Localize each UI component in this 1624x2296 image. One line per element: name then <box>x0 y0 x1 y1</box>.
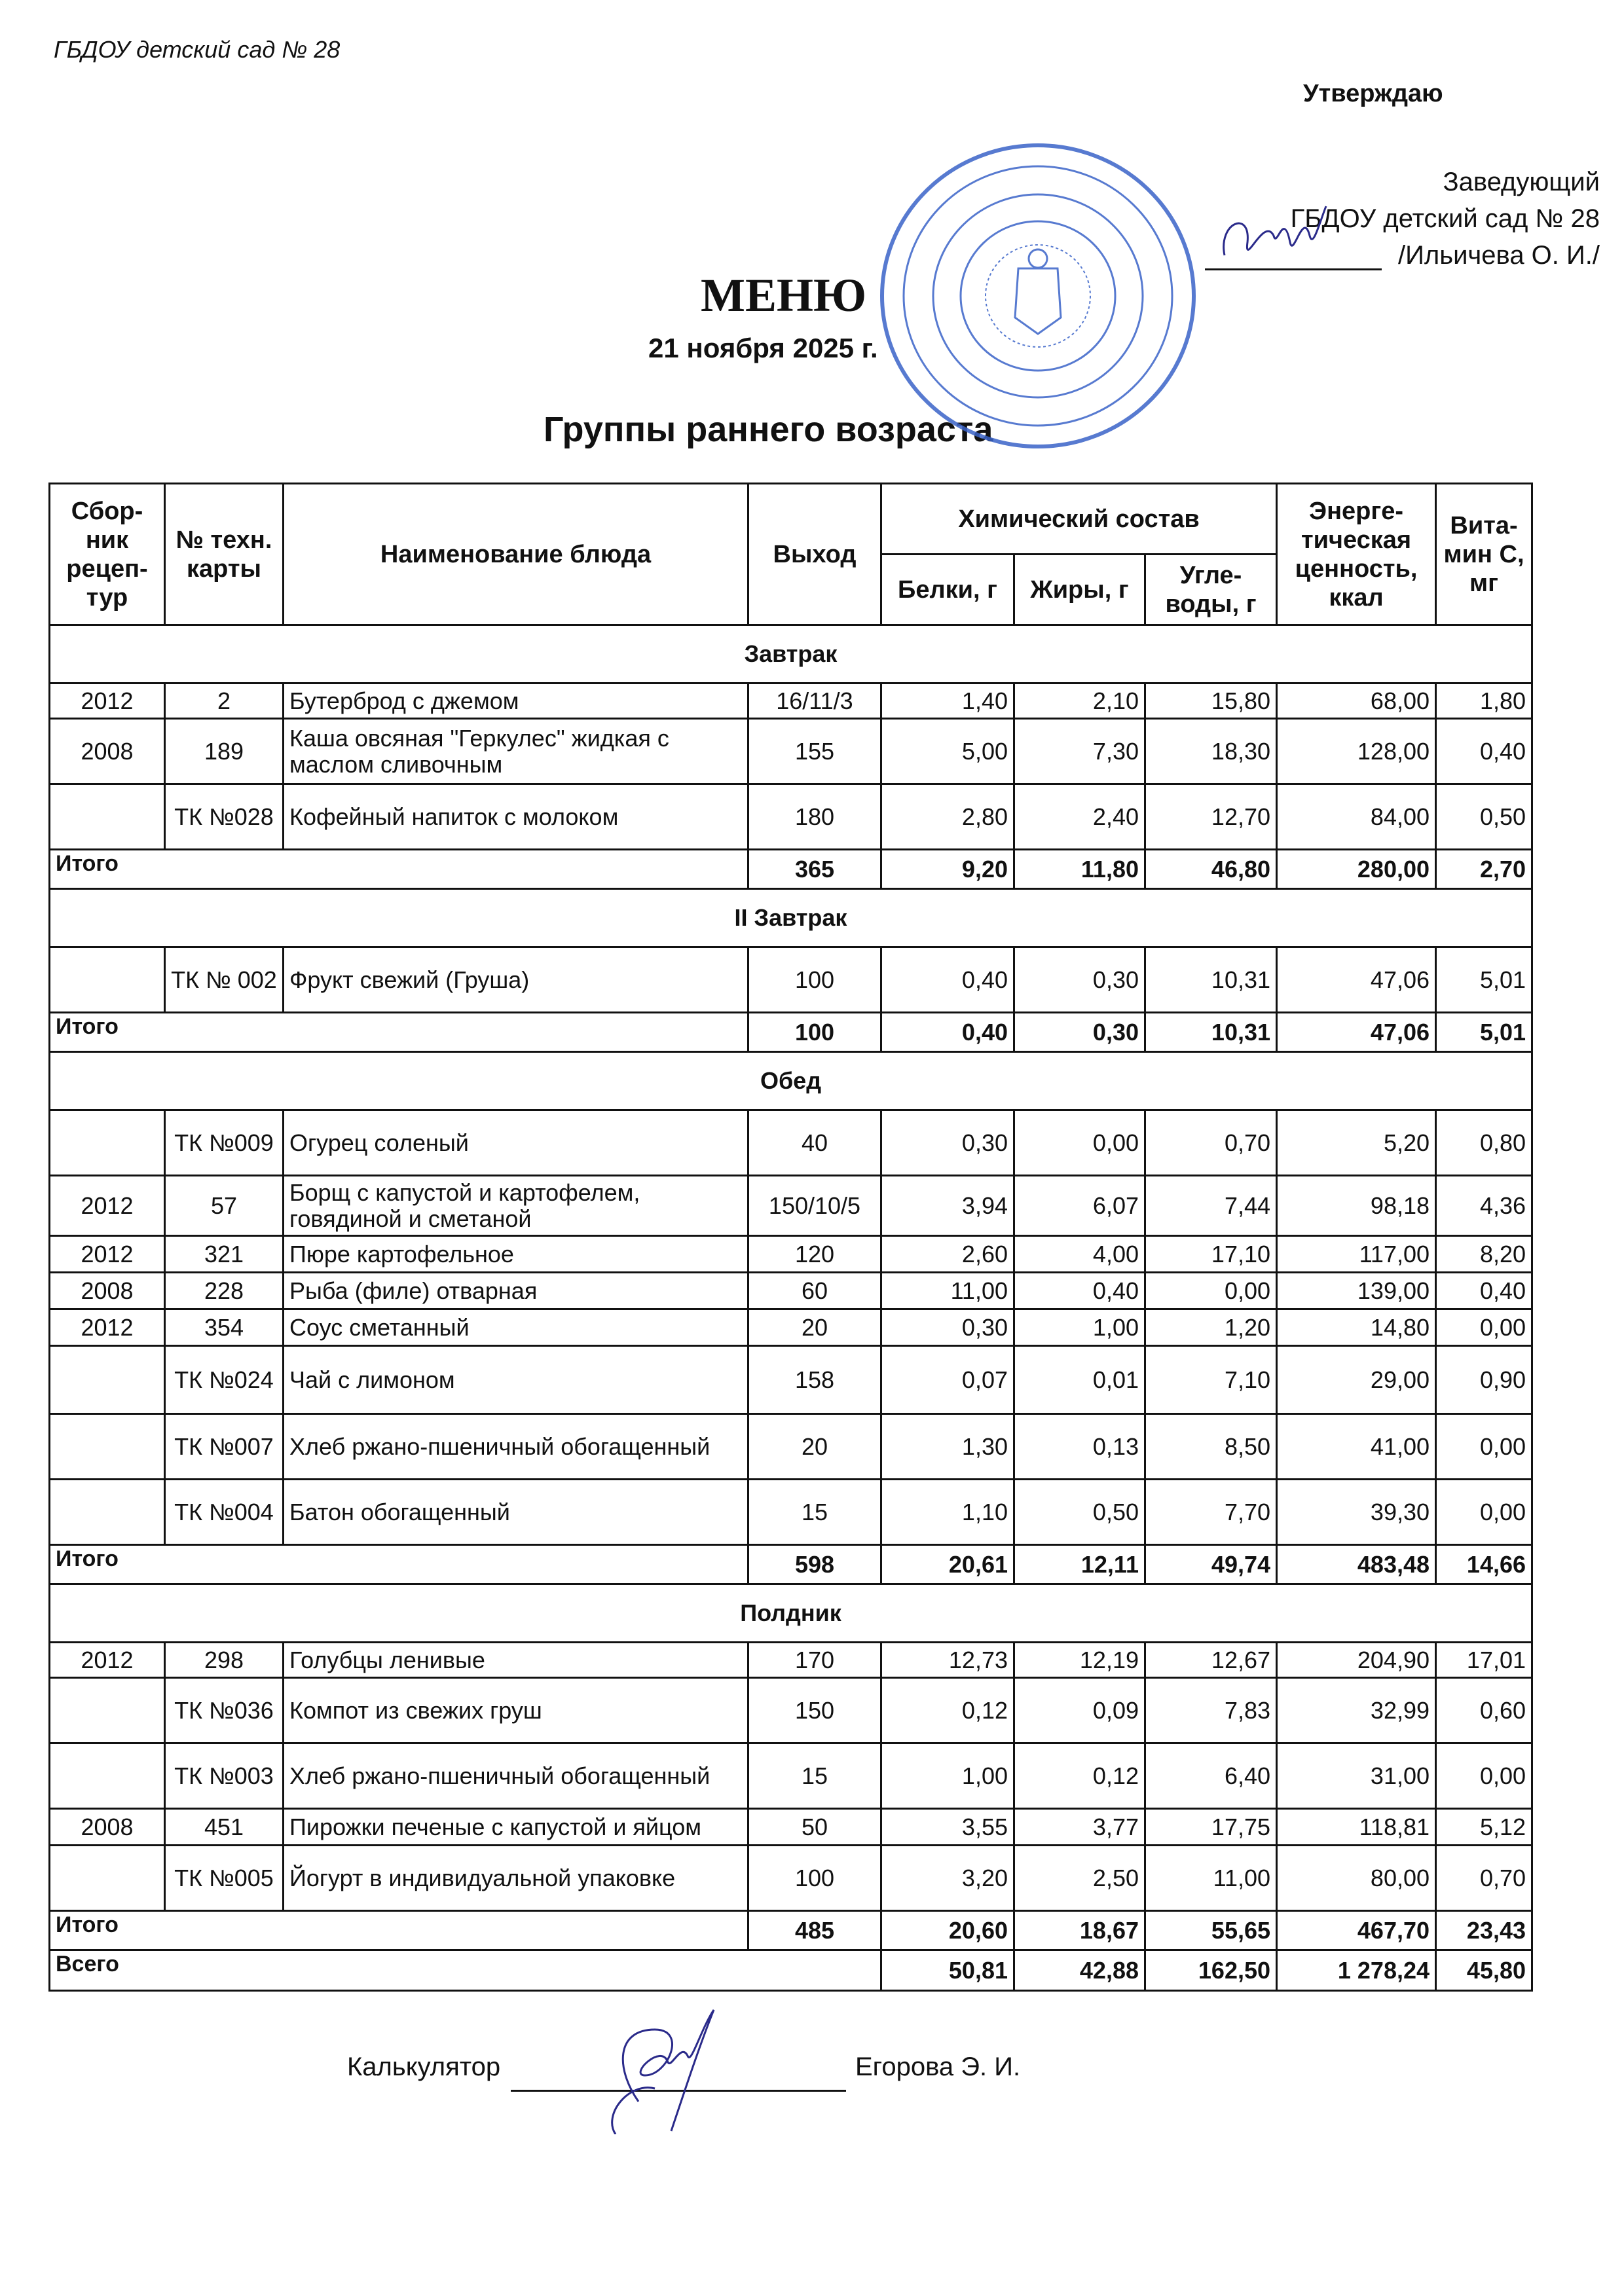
collection-cell <box>50 1480 165 1545</box>
total-vitamin: 23,43 <box>1436 1911 1532 1950</box>
grand-total-protein: 50,81 <box>881 1950 1014 1991</box>
protein-cell: 1,40 <box>881 683 1014 719</box>
grand-total-label: Всего <box>50 1950 881 1991</box>
carbs-cell: 10,31 <box>1145 947 1277 1013</box>
fat-cell: 3,77 <box>1014 1809 1145 1846</box>
collection-cell: 2008 <box>50 1273 165 1309</box>
total-yield: 100 <box>748 1013 881 1052</box>
card-cell: ТК №005 <box>165 1846 284 1911</box>
vitamin-cell: 0,40 <box>1436 719 1532 784</box>
total-energy: 483,48 <box>1277 1545 1436 1584</box>
table-row <box>50 1414 1532 1480</box>
grand-total-row <box>50 1950 1532 1991</box>
card-cell: 354 <box>165 1309 284 1346</box>
section-title: Полдник <box>50 1584 1532 1643</box>
section-title: Обед <box>50 1052 1532 1110</box>
grand-total-energy: 1 278,24 <box>1277 1950 1436 1991</box>
fat-cell: 0,01 <box>1014 1346 1145 1414</box>
total-label: Итого <box>50 1545 748 1584</box>
dish-cell: Компот из свежих груш <box>284 1678 748 1743</box>
fat-cell: 1,00 <box>1014 1309 1145 1346</box>
approve-label: Утверждаю <box>1303 80 1443 107</box>
carbs-cell: 17,75 <box>1145 1809 1277 1846</box>
section-header-row <box>50 625 1532 683</box>
vitamin-cell: 0,80 <box>1436 1110 1532 1176</box>
collection-cell: 2012 <box>50 1309 165 1346</box>
card-cell: 57 <box>165 1176 284 1236</box>
col-fat: Жиры, г <box>1014 555 1145 625</box>
energy-cell: 31,00 <box>1277 1743 1436 1809</box>
carbs-cell: 18,30 <box>1145 719 1277 784</box>
yield-cell: 20 <box>748 1414 881 1480</box>
dish-cell: Кофейный напиток с молоком <box>284 784 748 850</box>
vitamin-cell: 0,00 <box>1436 1480 1532 1545</box>
energy-cell: 47,06 <box>1277 947 1436 1013</box>
dish-cell: Голубцы ленивые <box>284 1643 748 1678</box>
card-cell: ТК №028 <box>165 784 284 850</box>
collection-cell: 2012 <box>50 1176 165 1236</box>
energy-cell: 68,00 <box>1277 683 1436 719</box>
table-row <box>50 1309 1532 1346</box>
collection-cell <box>50 1414 165 1480</box>
col-carbs: Угле-воды, г <box>1145 555 1277 625</box>
protein-cell: 3,20 <box>881 1846 1014 1911</box>
yield-cell: 158 <box>748 1346 881 1414</box>
collection-cell: 2012 <box>50 1236 165 1273</box>
grand-total-vitamin: 45,80 <box>1436 1950 1532 1991</box>
total-row <box>50 1545 1532 1584</box>
section-header-row <box>50 889 1532 947</box>
dish-cell: Каша овсяная "Геркулес" жидкая с маслом сливочным <box>284 719 748 784</box>
protein-cell: 0,30 <box>881 1309 1014 1346</box>
director-org: ГБДОУ детский сад № 28 <box>1290 204 1600 233</box>
yield-cell: 16/11/3 <box>748 683 881 719</box>
protein-cell: 0,30 <box>881 1110 1014 1176</box>
collection-cell: 2012 <box>50 1643 165 1678</box>
protein-cell: 2,60 <box>881 1236 1014 1273</box>
fat-cell: 2,10 <box>1014 683 1145 719</box>
table-row <box>50 719 1532 784</box>
vitamin-cell: 4,36 <box>1436 1176 1532 1236</box>
fat-cell: 0,30 <box>1014 947 1145 1013</box>
menu-body <box>50 625 1532 1991</box>
collection-cell <box>50 1346 165 1414</box>
total-fat: 18,67 <box>1014 1911 1145 1950</box>
yield-cell: 40 <box>748 1110 881 1176</box>
vitamin-cell: 0,00 <box>1436 1309 1532 1346</box>
col-collection: Сбор-ник рецеп-тур <box>50 484 165 625</box>
col-card-no: № техн. карты <box>165 484 284 625</box>
table-row <box>50 1846 1532 1911</box>
collection-cell: 2012 <box>50 683 165 719</box>
card-cell: ТК №036 <box>165 1678 284 1743</box>
energy-cell: 117,00 <box>1277 1236 1436 1273</box>
carbs-cell: 15,80 <box>1145 683 1277 719</box>
carbs-cell: 6,40 <box>1145 1743 1277 1809</box>
vitamin-cell: 0,70 <box>1436 1846 1532 1911</box>
total-label: Итого <box>50 1013 748 1052</box>
col-dish: Наименование блюда <box>284 484 748 625</box>
energy-cell: 39,30 <box>1277 1480 1436 1545</box>
yield-cell: 15 <box>748 1743 881 1809</box>
energy-cell: 98,18 <box>1277 1176 1436 1236</box>
carbs-cell: 1,20 <box>1145 1309 1277 1346</box>
energy-cell: 139,00 <box>1277 1273 1436 1309</box>
energy-cell: 29,00 <box>1277 1346 1436 1414</box>
carbs-cell: 12,70 <box>1145 784 1277 850</box>
fat-cell: 0,50 <box>1014 1480 1145 1545</box>
fat-cell: 0,12 <box>1014 1743 1145 1809</box>
col-energy: Энерге-тическая ценность, ккал <box>1277 484 1436 625</box>
table-row <box>50 784 1532 850</box>
yield-cell: 15 <box>748 1480 881 1545</box>
dish-cell: Хлеб ржано-пшеничный обогащенный <box>284 1414 748 1480</box>
carbs-cell: 17,10 <box>1145 1236 1277 1273</box>
total-fat: 0,30 <box>1014 1013 1145 1052</box>
page-title: МЕНЮ <box>701 269 867 321</box>
organization-name: ГБДОУ детский сад № 28 <box>54 36 341 63</box>
fat-cell: 7,30 <box>1014 719 1145 784</box>
energy-cell: 32,99 <box>1277 1678 1436 1743</box>
col-chem: Химический состав <box>881 484 1277 555</box>
vitamin-cell: 8,20 <box>1436 1236 1532 1273</box>
table-row <box>50 1273 1532 1309</box>
carbs-cell: 7,70 <box>1145 1480 1277 1545</box>
total-carbs: 49,74 <box>1145 1545 1277 1584</box>
fat-cell: 0,13 <box>1014 1414 1145 1480</box>
total-fat: 11,80 <box>1014 850 1145 889</box>
total-energy: 467,70 <box>1277 1911 1436 1950</box>
vitamin-cell: 0,60 <box>1436 1678 1532 1743</box>
collection-cell <box>50 784 165 850</box>
card-cell: 228 <box>165 1273 284 1309</box>
yield-cell: 100 <box>748 1846 881 1911</box>
carbs-cell: 0,00 <box>1145 1273 1277 1309</box>
energy-cell: 80,00 <box>1277 1846 1436 1911</box>
group-title: Группы раннего возраста <box>544 410 993 449</box>
protein-cell: 2,80 <box>881 784 1014 850</box>
dish-cell: Йогурт в индивидуальной упаковке <box>284 1846 748 1911</box>
table-row <box>50 683 1532 719</box>
dish-cell: Рыба (филе) отварная <box>284 1273 748 1309</box>
yield-cell: 180 <box>748 784 881 850</box>
carbs-cell: 7,44 <box>1145 1176 1277 1236</box>
fat-cell: 0,00 <box>1014 1110 1145 1176</box>
collection-cell <box>50 1110 165 1176</box>
protein-cell: 1,00 <box>881 1743 1014 1809</box>
total-energy: 47,06 <box>1277 1013 1436 1052</box>
table-row <box>50 1176 1532 1236</box>
vitamin-cell: 0,00 <box>1436 1414 1532 1480</box>
carbs-cell: 0,70 <box>1145 1110 1277 1176</box>
collection-cell <box>50 1678 165 1743</box>
energy-cell: 128,00 <box>1277 719 1436 784</box>
total-protein: 0,40 <box>881 1013 1014 1052</box>
dish-cell: Хлеб ржано-пшеничный обогащенный <box>284 1743 748 1809</box>
energy-cell: 204,90 <box>1277 1643 1436 1678</box>
card-cell: ТК №004 <box>165 1480 284 1545</box>
official-stamp-icon <box>877 141 1198 452</box>
protein-cell: 0,12 <box>881 1678 1014 1743</box>
col-yield: Выход <box>748 484 881 625</box>
total-label: Итого <box>50 1911 748 1950</box>
section-header-row <box>50 1052 1532 1110</box>
total-protein: 9,20 <box>881 850 1014 889</box>
dish-cell: Соус сметанный <box>284 1309 748 1346</box>
collection-cell <box>50 1743 165 1809</box>
director-title: Заведующий <box>1443 168 1600 196</box>
total-carbs: 10,31 <box>1145 1013 1277 1052</box>
vitamin-cell: 5,12 <box>1436 1809 1532 1846</box>
fat-cell: 0,09 <box>1014 1678 1145 1743</box>
vitamin-cell: 0,90 <box>1436 1346 1532 1414</box>
total-protein: 20,60 <box>881 1911 1014 1950</box>
menu-table <box>48 483 1533 1992</box>
energy-cell: 118,81 <box>1277 1809 1436 1846</box>
fat-cell: 2,50 <box>1014 1846 1145 1911</box>
collection-cell: 2008 <box>50 1809 165 1846</box>
table-row <box>50 1236 1532 1273</box>
dish-cell: Огурец соленый <box>284 1110 748 1176</box>
dish-cell: Бутерброд с джемом <box>284 683 748 719</box>
section-title: II Завтрак <box>50 889 1532 947</box>
yield-cell: 100 <box>748 947 881 1013</box>
total-yield: 598 <box>748 1545 881 1584</box>
yield-cell: 150/10/5 <box>748 1176 881 1236</box>
carbs-cell: 7,83 <box>1145 1678 1277 1743</box>
total-vitamin: 14,66 <box>1436 1545 1532 1584</box>
fat-cell: 12,19 <box>1014 1643 1145 1678</box>
table-row <box>50 1110 1532 1176</box>
card-cell: 298 <box>165 1643 284 1678</box>
dish-cell: Батон обогащенный <box>284 1480 748 1545</box>
total-yield: 485 <box>748 1911 881 1950</box>
table-row <box>50 1480 1532 1545</box>
yield-cell: 155 <box>748 719 881 784</box>
fat-cell: 6,07 <box>1014 1176 1145 1236</box>
protein-cell: 3,55 <box>881 1809 1014 1846</box>
card-cell: ТК №024 <box>165 1346 284 1414</box>
yield-cell: 60 <box>748 1273 881 1309</box>
card-cell: ТК №009 <box>165 1110 284 1176</box>
yield-cell: 20 <box>748 1309 881 1346</box>
table-row <box>50 1346 1532 1414</box>
vitamin-cell: 0,40 <box>1436 1273 1532 1309</box>
collection-cell <box>50 1846 165 1911</box>
total-carbs: 46,80 <box>1145 850 1277 889</box>
dish-cell: Пюре картофельное <box>284 1236 748 1273</box>
energy-cell: 84,00 <box>1277 784 1436 850</box>
total-label: Итого <box>50 850 748 889</box>
calculator-label: Калькулятор <box>347 2052 501 2081</box>
protein-cell: 1,30 <box>881 1414 1014 1480</box>
protein-cell: 12,73 <box>881 1643 1014 1678</box>
vitamin-cell: 1,80 <box>1436 683 1532 719</box>
vitamin-cell: 0,00 <box>1436 1743 1532 1809</box>
protein-cell: 1,10 <box>881 1480 1014 1545</box>
yield-cell: 120 <box>748 1236 881 1273</box>
menu-date: 21 ноября 2025 г. <box>648 333 878 363</box>
dish-cell: Фрукт свежий (Груша) <box>284 947 748 1013</box>
vitamin-cell: 5,01 <box>1436 947 1532 1013</box>
total-fat: 12,11 <box>1014 1545 1145 1584</box>
calculator-signature-icon <box>589 2003 760 2134</box>
director-signature-icon <box>1211 196 1342 282</box>
section-header-row <box>50 1584 1532 1643</box>
card-cell: 189 <box>165 719 284 784</box>
dish-cell: Чай с лимоном <box>284 1346 748 1414</box>
grand-total-carbs: 162,50 <box>1145 1950 1277 1991</box>
carbs-cell: 8,50 <box>1145 1414 1277 1480</box>
col-vitamin: Вита-мин С, мг <box>1436 484 1532 625</box>
energy-cell: 14,80 <box>1277 1309 1436 1346</box>
total-row <box>50 1013 1532 1052</box>
table-row <box>50 947 1532 1013</box>
table-row <box>50 1643 1532 1678</box>
dish-cell: Борщ с капустой и картофелем, говядиной и сметаной <box>284 1176 748 1236</box>
collection-cell <box>50 947 165 1013</box>
calculator-name: Егорова Э. И. <box>855 2052 1021 2081</box>
protein-cell: 0,40 <box>881 947 1014 1013</box>
carbs-cell: 7,10 <box>1145 1346 1277 1414</box>
card-cell: ТК №007 <box>165 1414 284 1480</box>
yield-cell: 170 <box>748 1643 881 1678</box>
total-protein: 20,61 <box>881 1545 1014 1584</box>
energy-cell: 5,20 <box>1277 1110 1436 1176</box>
vitamin-cell: 0,50 <box>1436 784 1532 850</box>
fat-cell: 2,40 <box>1014 784 1145 850</box>
protein-cell: 3,94 <box>881 1176 1014 1236</box>
card-cell: 451 <box>165 1809 284 1846</box>
card-cell: 321 <box>165 1236 284 1273</box>
table-row <box>50 1809 1532 1846</box>
table-row <box>50 1743 1532 1809</box>
collection-cell: 2008 <box>50 719 165 784</box>
total-row <box>50 850 1532 889</box>
total-carbs: 55,65 <box>1145 1911 1277 1950</box>
card-cell: ТК № 002 <box>165 947 284 1013</box>
total-row <box>50 1911 1532 1950</box>
energy-cell: 41,00 <box>1277 1414 1436 1480</box>
protein-cell: 11,00 <box>881 1273 1014 1309</box>
dish-cell: Пирожки печеные с капустой и яйцом <box>284 1809 748 1846</box>
total-vitamin: 5,01 <box>1436 1013 1532 1052</box>
yield-cell: 150 <box>748 1678 881 1743</box>
table-row <box>50 1678 1532 1743</box>
director-name: /Ильичева О. И./ <box>1398 241 1600 270</box>
total-energy: 280,00 <box>1277 850 1436 889</box>
fat-cell: 0,40 <box>1014 1273 1145 1309</box>
fat-cell: 4,00 <box>1014 1236 1145 1273</box>
total-vitamin: 2,70 <box>1436 850 1532 889</box>
carbs-cell: 12,67 <box>1145 1643 1277 1678</box>
vitamin-cell: 17,01 <box>1436 1643 1532 1678</box>
section-title: Завтрак <box>50 625 1532 683</box>
col-protein: Белки, г <box>881 555 1014 625</box>
protein-cell: 5,00 <box>881 719 1014 784</box>
carbs-cell: 11,00 <box>1145 1846 1277 1911</box>
protein-cell: 0,07 <box>881 1346 1014 1414</box>
total-yield: 365 <box>748 850 881 889</box>
yield-cell: 50 <box>748 1809 881 1846</box>
card-cell: 2 <box>165 683 284 719</box>
card-cell: ТК №003 <box>165 1743 284 1809</box>
grand-total-fat: 42,88 <box>1014 1950 1145 1991</box>
